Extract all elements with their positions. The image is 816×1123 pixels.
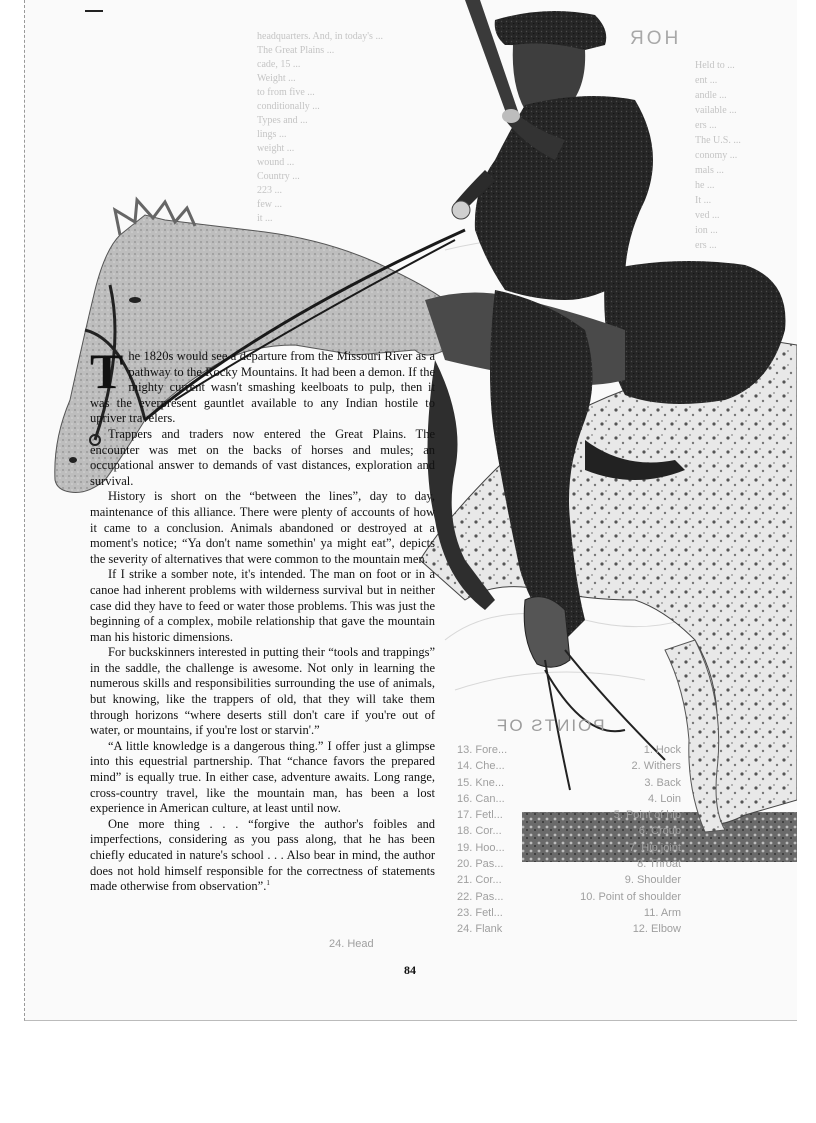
drop-cap: T — [90, 343, 124, 399]
show-through-line: weight ... — [257, 143, 295, 154]
show-through-list-left — [571, 742, 681, 938]
article-paragraph: If I strike a somber note, it's intended. The man on foot or in a canoe had inherent problems with wilderness survival but in neither case did they have to feed or water those problems. This was just the beginning of a complex, mobile relationship that gave the mountain man his historic dimensions. — [90, 567, 435, 644]
show-through-heading: HOR — [627, 28, 679, 49]
show-through-line: ved ... — [695, 210, 720, 221]
show-through-line: ers ... — [695, 120, 717, 131]
list-item: 15. Kne... — [457, 776, 505, 789]
list-item: 8. Throat — [637, 858, 681, 871]
article-body — [90, 343, 435, 895]
show-through-line: conomy ... — [695, 150, 738, 161]
list-item: 14. Che... — [457, 760, 505, 773]
list-item: 23. Fetl... — [457, 906, 503, 919]
show-through-line: andle ... — [695, 90, 727, 101]
list-item: 4. Loin — [647, 792, 681, 805]
show-through-head-label: 24. Head — [329, 938, 374, 950]
show-through-line: mals ... — [695, 165, 724, 176]
show-through-line: Country ... — [257, 171, 300, 182]
article-paragraph: History is short on the “between the lines”, day to day, maintenance of this alliance. There were plenty of accounts of how it came to a conclusion. Animals abandoned or destroyed at a moment's notice; “Ya don't name somethin' ya might eat”, depicts the severity of alternatives that were common to the mountain men. — [90, 489, 435, 566]
list-item: 21. Cor... — [457, 874, 502, 887]
show-through-line: Types and ... — [257, 115, 308, 126]
rider-hand — [452, 201, 470, 219]
show-through-points-heading: POINTS OF — [495, 716, 605, 735]
list-item: 18. Cor... — [457, 825, 502, 838]
list-item: 11. Arm — [643, 906, 681, 919]
show-through-line: lings ... — [257, 129, 287, 140]
list-item: 19. Hoo... — [457, 841, 505, 854]
article-paragraph — [90, 817, 435, 895]
show-through-line: he ... — [695, 180, 715, 191]
show-through-line: few ... — [257, 199, 282, 210]
scanned-page — [24, 0, 797, 1021]
horse-eye — [129, 297, 141, 303]
page-number: 84 — [404, 963, 416, 977]
article-paragraph: For buckskinners interested in putting their “tools and trappings” in the saddle, the challenge is awesome. Not only in learning the numerous skills and responsibilities surrounding the use of animals, but knowing, like the trappers of old, that they will take them through horizons “where deserts still don't care if you're out of water, or mountains, if you're lost or starvin'.” — [90, 645, 435, 738]
show-through-line: It ... — [695, 195, 712, 206]
list-item: 9. Shoulder — [624, 874, 681, 887]
list-item: 5. Point of hip — [613, 809, 681, 822]
article-paragraph — [90, 343, 435, 427]
list-item: 20. Pas... — [457, 858, 504, 871]
show-through-line: wound ... — [257, 157, 295, 168]
list-item: 10. Point of shoulder — [580, 890, 681, 903]
footnote-marker: 1 — [266, 879, 270, 888]
list-item: 1. Hock — [643, 744, 681, 756]
show-through-line: cade, 15 ... — [257, 59, 301, 70]
show-through-line: 223 ... — [257, 185, 282, 196]
show-through-line: vailable ... — [695, 105, 737, 116]
article-paragraph: “A little knowledge is a dangerous thing.” I offer just a glimpse into this equestrial partnership. That “chance favors the prepared mind” is equally true. In either case, adventure awaits. Long range, cross-country travel, like the mountain man, has been a lost experience in American culture, at least until now. — [90, 738, 435, 816]
show-through-line: it ... — [257, 213, 273, 224]
show-through-line: The Great Plains ... — [257, 45, 335, 56]
show-through-line: to from five ... — [257, 87, 315, 98]
list-item: 13. Fore... — [457, 744, 508, 756]
paragraph-text: One more thing . . . “forgive the author's foibles and imperfections, considering as you pass along, that he has been chiefly educated in nature's school . . . Also bear in mind, the author does not hold himself responsible for the correctness of statements made otherwise from observation”. — [90, 816, 435, 894]
list-item: 7. Hip joint — [629, 841, 681, 854]
show-through-line: Held to ... — [695, 60, 735, 71]
list-item: 17. Fetl... — [457, 809, 503, 822]
show-through-line: conditionally ... — [257, 101, 320, 112]
article-paragraph: Trappers and traders now entered the Great Plains. The encounter was met on the backs of horses and mules; an occupational answer to demands of vast distances, exploration and survival. — [90, 426, 435, 488]
list-item: 2. Withers — [631, 760, 681, 773]
paragraph-text: he 1820s would see a departure from the Missouri River as a pathway to the Rocky Mountains. It had been a demon. If the mighty current wasn't smashing keelboats to pulp, then it was the everpresent gauntlet available to any Indian hostile to upriver travelers. — [90, 349, 435, 426]
list-item: 16. Can... — [457, 792, 505, 805]
list-item: 24. Flank — [457, 923, 503, 936]
show-through-line: The U.S. ... — [695, 135, 741, 146]
show-through-line: Weight ... — [257, 73, 296, 84]
show-through-list-right — [457, 742, 529, 938]
list-item: 22. Pas... — [457, 890, 504, 903]
list-item: 12. Elbow — [632, 923, 681, 936]
list-item: 3. Back — [644, 776, 681, 789]
show-through-line: ers ... — [695, 240, 717, 251]
show-through-line: ent ... — [695, 75, 718, 86]
list-item: 6. Croup — [638, 825, 681, 838]
horse-nostril — [69, 457, 77, 463]
show-through-line: ion ... — [695, 225, 718, 236]
show-through-line: headquarters. And, in today's ... — [257, 31, 383, 42]
